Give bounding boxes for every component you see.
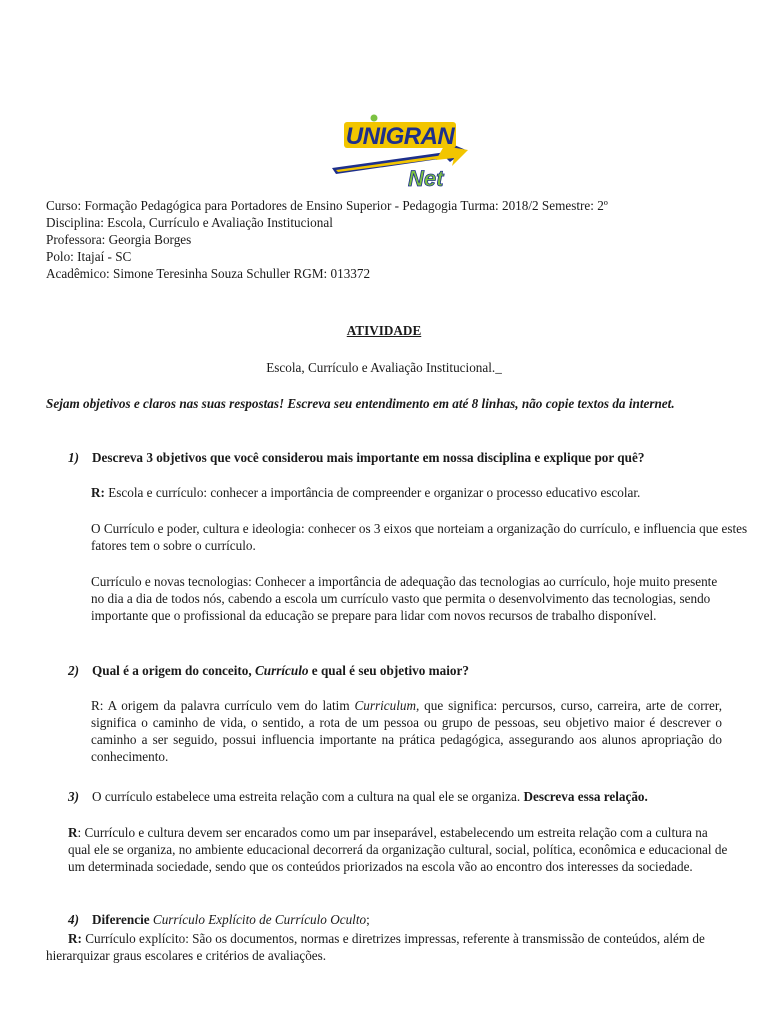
- answer-4: [46, 930, 714, 964]
- answer-1-p2: O Currículo e poder, cultura e ideologia: conhecer os 3 eixos que norteiam a organização do currículo, e influencia que estes fatores tem o sobre o currículo.: [91, 521, 748, 553]
- question-4-number: 4): [68, 912, 79, 927]
- answer-3-text: : Currículo e cultura devem ser encarados como um par inseparável, estabelecendo um estreita relação com a cultura na qual ele se organiza, no ambiente educacional decorrerá da organização cultural, social, política, econômica e educacional de um determinada sociedade, sendo que os conteúdos priorizados na escola vão ao encontro dos interesses da sociedade.: [68, 825, 728, 874]
- curso-line: Curso: Formação Pedagógica para Portadores de Ensino Superior - Pedagogia Turma: 2018/2 Semestre: 2º: [46, 198, 608, 213]
- instructions: Sejam objetivos e claros nas suas respostas! Escreva seu entendimento em até 8 linhas, não copie textos da internet.: [46, 396, 675, 411]
- question-3-statement-bold: Descreva essa relação.: [523, 789, 648, 804]
- logo-sub-text: Net: [408, 166, 444, 190]
- question-4-text-end: ;: [366, 912, 370, 927]
- page-title: ATIVIDADE: [346, 323, 422, 338]
- question-1: [68, 449, 748, 466]
- question-2-text-b: Currículo: [254, 663, 309, 678]
- header-info: [46, 197, 736, 282]
- answer-2-text-a: R: A origem da palavra currículo vem do latim: [91, 698, 355, 713]
- question-3-statement: O currículo estabelece uma estreita relação com a cultura na qual ele se organiza.: [92, 789, 524, 804]
- question-1-number: 1): [68, 450, 79, 465]
- question-1-text: Descreva 3 objetivos que você considerou mais importante em nossa disciplina e explique por quê?: [92, 450, 645, 465]
- logo-brand-text: UNIGRAN: [345, 123, 455, 150]
- question-4: [68, 911, 748, 928]
- answer-1-label: R:: [91, 485, 105, 500]
- polo-line: Polo: Itajaí - SC: [46, 249, 132, 264]
- answer-2-text-c: que significa: percursos, curso, carreira, arte de correr, significa o caminho de vida, o sentido, a rota de um pessoa ou grupo de pessoas, seu objetivo maior é descrever o caminho a ser seguido, possui influencia importante na prática pedagógica, assegurando aos alunos apropriação do conhecimento.: [91, 698, 722, 764]
- unigran-logo: [326, 108, 471, 190]
- answer-4-text: Currículo explícito: São os documentos, normas e diretrizes impressas, referente à transmissão de conteúdos, além de hierarquizar graus escolares e critérios de avaliações.: [46, 931, 705, 963]
- academico-line: Acadêmico: Simone Teresinha Souza Schuller RGM: 013372: [46, 266, 371, 281]
- question-2-text-c: e qual é seu objetivo maior?: [308, 663, 469, 678]
- unigran-net-logo-icon: [326, 108, 471, 190]
- page-subtitle: Escola, Currículo e Avaliação Institucional._: [266, 360, 502, 375]
- question-3-number: 3): [68, 789, 79, 804]
- answer-2: [91, 697, 722, 765]
- professora-line: Professora: Georgia Borges: [46, 232, 192, 247]
- answer-2-text-b: Curriculum,: [354, 698, 420, 713]
- answer-1-p3: Currículo e novas tecnologias: Conhecer a importância de adequação das tecnologias ao currículo, hoje muito presente no dia a dia de todos nós, cabendo a escola um currículo vasto que permita o desenvolvimento das tecnologias, sendo importante que o profissional da educação se prepare para lidar com novos recursos de trabalho disponível.: [91, 574, 718, 623]
- answer-3-label: R: [68, 825, 78, 840]
- answer-1-p1: [91, 484, 751, 501]
- answer-1-p1-text: Escola e currículo: conhecer a importância de compreender e organizar o processo educativo escolar.: [104, 485, 641, 500]
- answer-3: [68, 824, 728, 875]
- answer-4-label: R:: [68, 931, 82, 946]
- question-4-text-italic: Currículo Explícito de Currículo Oculto: [152, 912, 367, 927]
- question-2: [68, 662, 748, 679]
- question-3: [68, 788, 722, 805]
- question-4-text-bold: Diferencie: [92, 912, 153, 927]
- question-2-number: 2): [68, 663, 79, 678]
- disciplina-line: Disciplina: Escola, Currículo e Avaliação Institucional: [46, 215, 333, 230]
- question-2-text-a: Qual é a origem do conceito,: [92, 663, 255, 678]
